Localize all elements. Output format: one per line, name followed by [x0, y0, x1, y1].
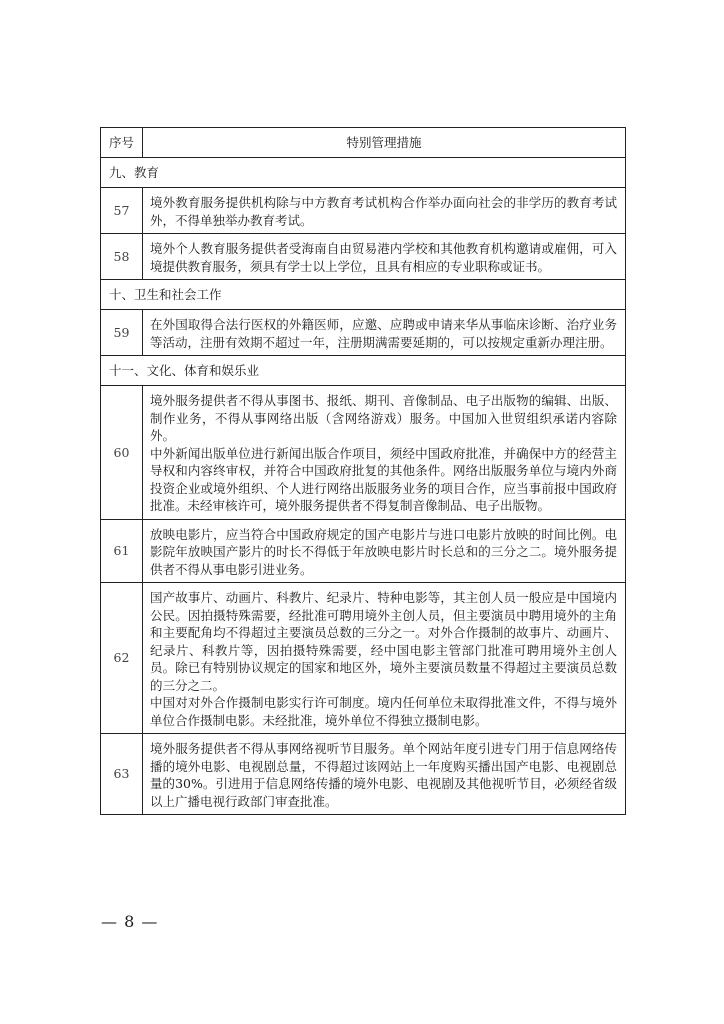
row-serial-number: 58: [101, 234, 143, 280]
row-serial-number: 60: [101, 386, 143, 520]
measure-text: [143, 386, 626, 520]
row-serial-number: 59: [101, 310, 143, 356]
measure-paragraph: 境外教育服务提供机构除与中方教育考试机构合作举办面向社会的非学历的教育考试外，不得单独举办教育考试。: [150, 195, 617, 228]
measure-text: [143, 234, 626, 280]
measure-text: [143, 734, 626, 815]
measure-paragraph: 国产故事片、动画片、科教片、纪录片、特种电影等，其主创人员一般应是中国境内公民。因拍摄特殊需要，经批准可聘用境外主创人员，但主要演员中聘用境外的主角和主要配角均不得超过主要演员总数的三分之一。对外合作摄制的故事片、动画片、纪录片、科教片等，因拍摄特殊需要，经中国电影主管部门批准可聘用境外主创人员。除已有特别协议规定的国家和地区外，境外主要演员数量不得超过主要演员总数的三分之二。: [150, 590, 617, 693]
measure-text: [143, 583, 626, 734]
table-row: [101, 583, 626, 734]
header-serial-number: 序号: [101, 128, 143, 158]
measure-paragraph: 境外个人教育服务提供者受海南自由贸易港内学校和其他教育机构邀请或雇佣，可入境提供教育服务，须具有学士以上学位，且具有相应的专业职称或证书。: [150, 241, 617, 274]
section-title: 十、卫生和社会工作: [101, 280, 626, 310]
table-row: [101, 234, 626, 280]
measure-paragraph: 境外服务提供者不得从事图书、报纸、期刊、音像制品、电子出版物的编辑、出版、制作业务，不得从事网络出版（含网络游戏）服务。中国加入世贸组织承诺内容除外。: [150, 393, 617, 443]
header-special-measures: 特别管理措施: [143, 128, 626, 158]
measure-text: [143, 310, 626, 356]
section-title: 十一、文化、体育和娱乐业: [101, 356, 626, 386]
row-serial-number: 61: [101, 519, 143, 583]
section-row: [101, 280, 626, 310]
table-row: [101, 519, 626, 583]
table-row: [101, 188, 626, 234]
measure-paragraph: 放映电影片，应当符合中国政府规定的国产电影片与进口电影片放映的时间比例。电影院年放映国产影片的时长不得低于年放映电影片时长总和的三分之二。境外服务提供者不得从事电影引进业务。: [150, 526, 617, 577]
section-row: [101, 158, 626, 188]
measure-text: [143, 519, 626, 583]
measure-paragraph: 境外服务提供者不得从事网络视听节目服务。单个网站年度引进专门用于信息网络传播的境外电影、电视剧总量，不得超过该网站上一年度购买播出国产电影、电视剧总量的30%。引进用于信息网络传播的境外电影、电视剧及其他视听节目，必须经省级以上广播电视行政部门审查批准。: [150, 741, 617, 809]
page-number: — 8 —: [101, 912, 159, 931]
section-row: [101, 356, 626, 386]
measure-text: [143, 188, 626, 234]
row-serial-number: 63: [101, 734, 143, 815]
measure-paragraph: 在外国取得合法行医权的外籍医师，应邀、应聘或申请来华从事临床诊断、治疗业务等活动，注册有效期不超过一年，注册期满需要延期的，可以按规定重新办理注册。: [150, 317, 617, 350]
table-row: [101, 310, 626, 356]
measure-paragraph: 中国对对外合作摄制电影实行许可制度。境内任何单位未取得批准文件，不得与境外单位合作摄制电影。未经批准，境外单位不得独立摄制电影。: [150, 695, 617, 728]
measure-paragraph: 中外新闻出版单位进行新闻出版合作项目，须经中国政府批准，并确保中方的经营主导权和内容终审权，并符合中国政府批复的其他条件。网络出版服务单位与境内外商投资企业或境外组织、个人进行网络出版服务业务的项目合作，应当事前报中国政府批准。未经审核许可，境外服务提供者不得复制音像制品、电子出版物。: [150, 445, 617, 513]
section-title: 九、教育: [101, 158, 626, 188]
row-serial-number: 62: [101, 583, 143, 734]
row-serial-number: 57: [101, 188, 143, 234]
table-header-row: [101, 128, 626, 158]
special-measures-table: [100, 127, 626, 815]
table-row: [101, 386, 626, 520]
table-row: [101, 734, 626, 815]
